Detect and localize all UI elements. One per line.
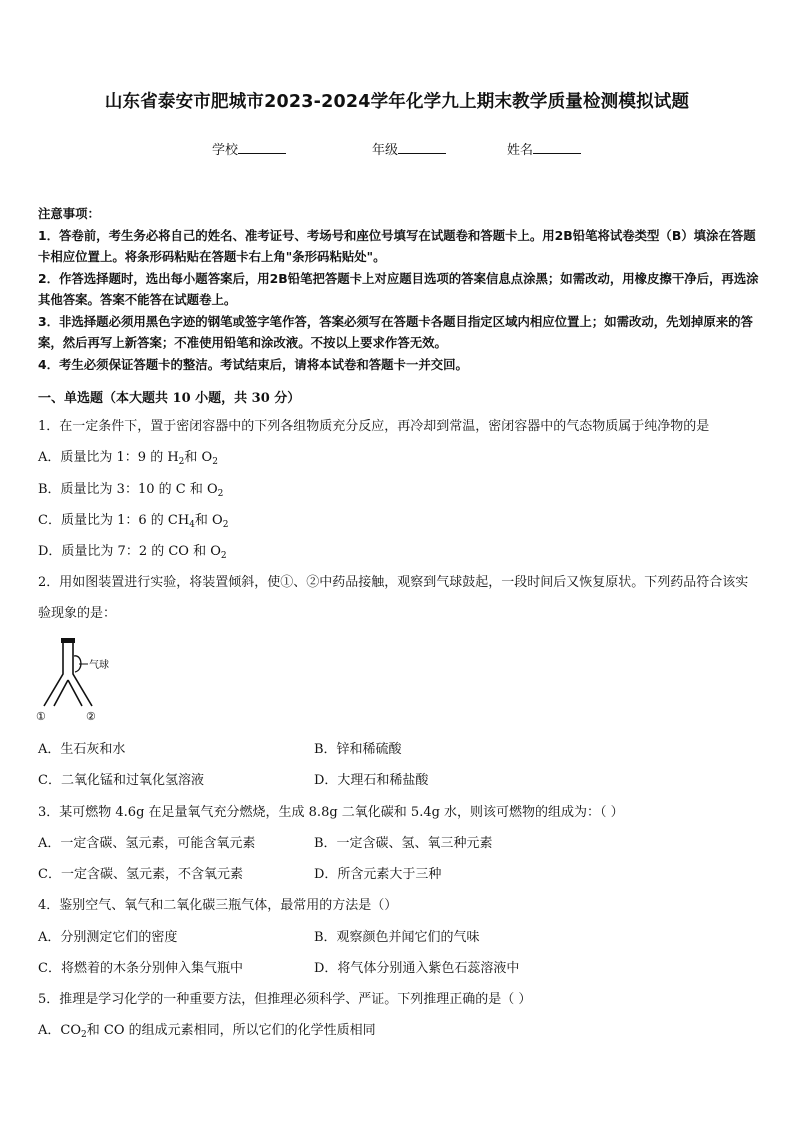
question-1-stem: 1．在一定条件下，置于密闭容器中的下列各组物质充分反应，再冷却到常温，密闭容器中的气态物质属于纯净物的是 [38, 419, 710, 434]
subscript: 4 [189, 520, 195, 530]
name-field[interactable] [507, 139, 581, 158]
question-1-option-c[interactable] [38, 509, 760, 530]
instruction-item: 2．作答选择题时，选出每小题答案后，用2B铅笔把答题卡上对应题目选项的答案信息点涂黑；如需改动，用橡皮擦干净后，再选涂其他答案。答案不能答在试题卷上。 [38, 270, 759, 307]
student-info-fields [0, 139, 794, 161]
question-4-option-d[interactable]: D．将气体分别通入紫色石蕊溶液中 [314, 961, 520, 976]
subscript: 2 [81, 1030, 87, 1040]
question-2-option-b[interactable]: B．锌和稀硫酸 [314, 742, 402, 757]
option-text: A．质量比为 1：9 的 H [38, 450, 179, 465]
school-field[interactable] [212, 139, 286, 158]
school-label: 学校 [212, 143, 239, 158]
question-1-option-b[interactable] [38, 478, 760, 499]
grade-label: 年级 [372, 143, 399, 158]
question-2-stem: 2．用如图装置进行实验，将装置倾斜，使①、②中药品接触，观察到气球鼓起，一段时间后又恢复原状。下列药品符合该实验现象的是： [38, 575, 749, 621]
question-4-option-a[interactable]: A．分别测定它们的密度 [38, 930, 178, 945]
tube-1-label: ① [36, 710, 46, 723]
section-heading: 一、单选题（本大题共 10 小题，共 30 分） [38, 391, 301, 406]
option-text: B．质量比为 3：10 的 C 和 O [38, 482, 218, 497]
stopper-icon [61, 638, 75, 643]
grade-blank[interactable] [398, 140, 446, 154]
option-text: C．质量比为 1：6 的 CH [38, 513, 190, 528]
question-3-option-a[interactable]: A．一定含碳、氢元素，可能含氧元素 [38, 836, 256, 851]
question-5-stem: 5．推理是学习化学的一种重要方法，但推理必须科学、严证。下列推理正确的是（ ） [38, 992, 532, 1007]
question-2-option-c[interactable]: C．二氧化锰和过氧化氢溶液 [38, 773, 204, 788]
question-3-stem: 3．某可燃物 4.6g 在足量氧气充分燃烧，生成 8.8g 二氧化碳和 5.4g 水，则该可燃物的组成为：（ ） [38, 805, 624, 820]
question-4-option-b[interactable]: B．观察颜色并闻它们的气味 [314, 930, 480, 945]
question-2-option-d[interactable]: D．大理石和稀盐酸 [314, 773, 429, 788]
subscript: 2 [217, 489, 224, 499]
subscript: 2 [222, 520, 229, 530]
question-5-option-a[interactable] [38, 1019, 760, 1040]
instructions [38, 203, 760, 375]
grade-field[interactable] [372, 139, 446, 158]
question-4-stem: 4．鉴别空气、氧气和二氧化碳三瓶气体，最常用的方法是（） [38, 898, 398, 913]
question-4-option-c[interactable]: C．将燃着的木条分别伸入集气瓶中 [38, 961, 243, 976]
page-title: 山东省泰安市肥城市2023-2024学年化学九上期末教学质量检测模拟试题 [104, 92, 690, 112]
question-3-option-b[interactable]: B．一定含碳、氢、氧三种元素 [314, 836, 493, 851]
option-text: 和 O [184, 450, 213, 465]
instructions-heading: 注意事项： [38, 206, 100, 221]
option-text: D．质量比为 7：2 的 CO 和 O [38, 544, 221, 559]
name-label: 姓名 [507, 143, 534, 158]
instruction-item: 3．非选择题必须用黑色字迹的钢笔或签字笔作答，答案必须写在答题卡各题目指定区域内相应位置上；如需改动，先划掉原来的答案，然后再写上新答案；不准使用铅笔和涂改液。不按以上要求作答无效。 [38, 313, 753, 350]
y-tube-apparatus-diagram [30, 636, 140, 726]
question-3-option-d[interactable]: D．所含元素大于三种 [314, 867, 442, 882]
subscript: 2 [220, 551, 227, 561]
tube-2-label: ② [86, 710, 96, 723]
question-1-option-a[interactable] [38, 446, 760, 467]
school-blank[interactable] [238, 140, 286, 154]
question-3-option-c[interactable]: C．一定含碳、氢元素，不含氧元素 [38, 867, 243, 882]
option-text: A．CO [38, 1023, 81, 1038]
y-tube-icon [44, 643, 92, 706]
option-text: 和 O [194, 513, 223, 528]
instruction-item: 4．考生必须保证答题卡的整洁。考试结束后，请将本试卷和答题卡一并交回。 [38, 356, 468, 372]
question-1-option-d[interactable] [38, 540, 760, 561]
question-2-option-a[interactable]: A．生石灰和水 [38, 742, 126, 757]
balloon-label: 气球 [89, 660, 109, 671]
subscript: 2 [212, 457, 218, 467]
instruction-item: 1．答卷前，考生务必将自己的姓名、准考证号、考场号和座位号填写在试题卷和答题卡上。用2B铅笔将试卷类型（B）填涂在答题卡相应位置上。将条形码粘贴在答题卡右上角"条形码粘贴处"。 [38, 227, 756, 264]
name-blank[interactable] [533, 140, 581, 154]
option-text: 和 CO 的组成元素相同，所以它们的化学性质相同 [86, 1023, 376, 1038]
subscript: 2 [178, 457, 185, 467]
